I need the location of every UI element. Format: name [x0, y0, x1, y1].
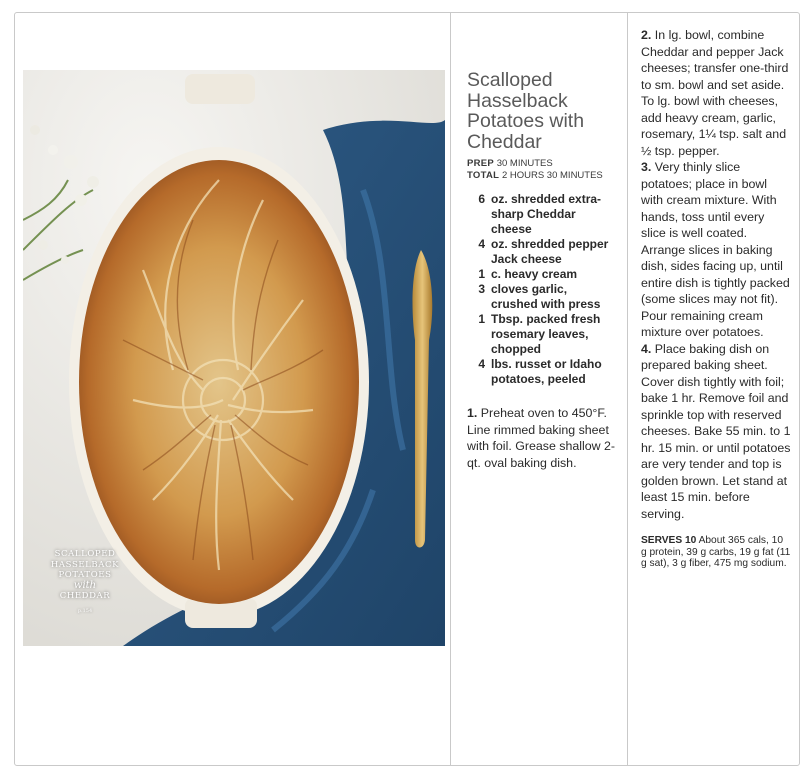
ingredient-qty: 3	[478, 282, 485, 296]
ingredient-item	[467, 267, 617, 282]
caption-line: HASSELBACK	[50, 559, 120, 570]
nutrition-text: About 365 cals, 10 g protein, 39 g carbs, 19 g fat (11 g sat), 3 g fiber, 475 mg sodium.	[641, 535, 791, 569]
ingredient-item	[467, 357, 617, 387]
recipe-title: Scalloped Hasselback Potatoes with Cheddar	[467, 69, 585, 153]
step-text: Place baking dish on prepared baking sheet. Cover dish tightly with foil; bake 1 hr. Remove foil and sprinkle top with reserved cheeses. Bake 55 min. to 1 hr. 15 min. or until potatoes are very tender and top is golden brown. Let stand at least 15 min. before serving.	[641, 341, 791, 521]
column-divider	[450, 12, 451, 766]
recipe-step	[467, 405, 617, 471]
step-text: Very thinly slice potatoes; place in bowl with cream mixture. With hands, toss until every slice is well coated. Arrange slices in baking dish, sides facing up, until entire dish is tightly packed (some slices may not fit). Pour remaining cream mixture over potatoes.	[641, 160, 790, 339]
caption-line: SCALLOPED	[54, 549, 116, 559]
recipe-column-right	[641, 27, 791, 570]
serves-label: SERVES 10	[641, 535, 697, 546]
ingredient-qty: 6	[478, 192, 485, 206]
ingredient-text: oz. shredded pepper Jack cheese	[491, 237, 609, 266]
column-divider	[627, 12, 628, 766]
ingredient-list	[467, 192, 617, 387]
step-text: In lg. bowl, combine Cheddar and pepper Jack cheeses; transfer one-third to sm. bowl and set aside. To lg. bowl with cheeses, add heavy cream, garlic, rosemary, 1¼ tsp. salt and ½ tsp. pepper.	[641, 28, 789, 158]
caption-line: CHEDDAR	[59, 591, 111, 601]
recipe-column-left	[467, 70, 617, 471]
caption-line: with	[73, 579, 97, 591]
step-number: 3.	[641, 160, 652, 174]
recipe-step	[641, 159, 791, 341]
ingredient-qty: 1	[478, 312, 485, 326]
step-number: 2.	[641, 28, 652, 42]
ingredient-qty: 4	[478, 237, 485, 251]
prep-label: PREP	[467, 158, 495, 169]
caption-line: POTATOES	[58, 570, 112, 580]
recipe-step	[641, 341, 791, 523]
caption-page-ref: p.154	[77, 607, 93, 614]
ingredient-text: Tbsp. packed fresh rosemary leaves, chopped	[491, 312, 601, 356]
total-value: 2 HOURS 30 MINUTES	[501, 169, 603, 181]
photo-caption	[40, 549, 130, 616]
recipe-times	[467, 158, 617, 181]
ingredient-text: c. heavy cream	[491, 267, 578, 281]
recipe-step	[641, 27, 791, 159]
step-number: 4.	[641, 341, 652, 356]
ingredient-text: cloves garlic, crushed with press	[491, 282, 601, 311]
ingredient-qty: 4	[478, 357, 485, 371]
ingredient-item	[467, 237, 617, 267]
step-text: Preheat oven to 450°F. Line rimmed baking sheet with foil. Grease shallow 2-qt. oval baking dish.	[467, 406, 616, 470]
ingredient-item	[467, 192, 617, 237]
ingredient-text: oz. shredded extra-sharp Cheddar cheese	[491, 192, 602, 236]
ingredient-item	[467, 282, 617, 312]
serves-nutrition	[641, 535, 791, 570]
prep-value: 30 MINUTES	[496, 158, 553, 169]
ingredient-item	[467, 312, 617, 357]
ingredient-qty: 1	[478, 267, 485, 281]
recipe-photo	[23, 70, 445, 646]
total-label: TOTAL	[467, 169, 500, 181]
step-number: 1.	[467, 406, 478, 420]
ingredient-text: lbs. russet or Idaho potatoes, peeled	[491, 357, 602, 386]
